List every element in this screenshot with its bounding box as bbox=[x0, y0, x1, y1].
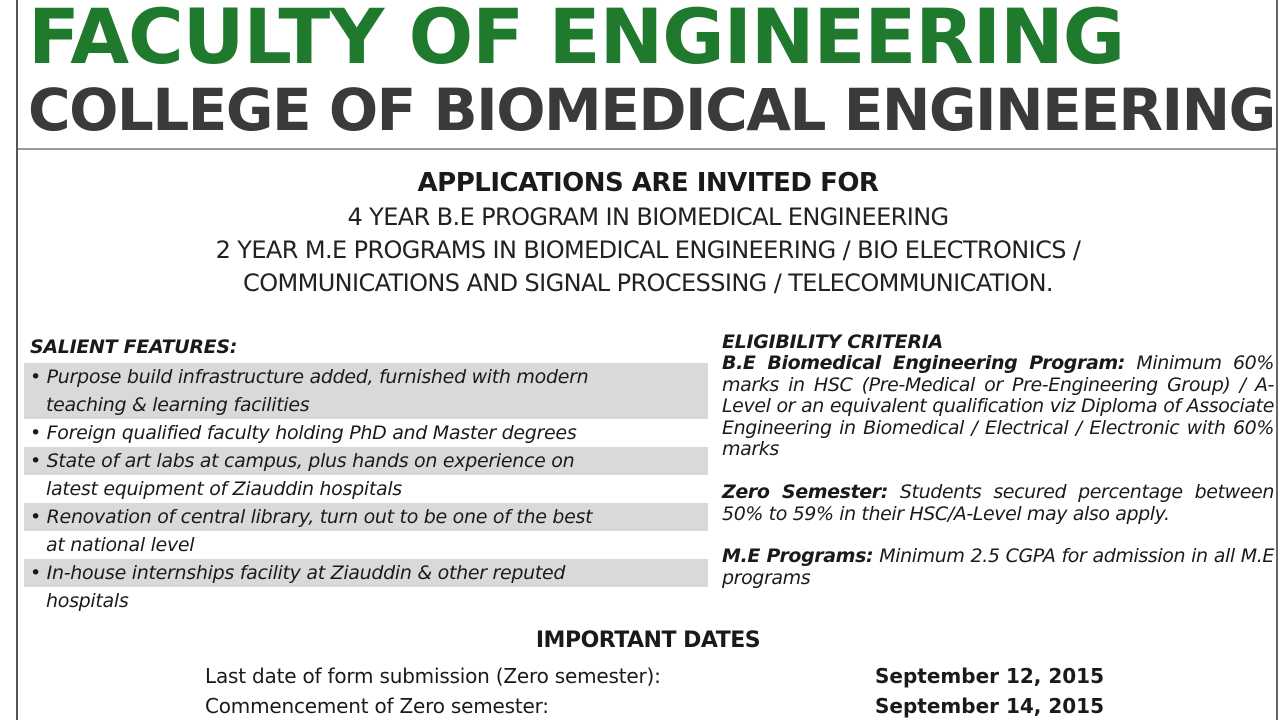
feature-row: • State of art labs at campus, plus hands on experience on bbox=[24, 447, 708, 475]
faculty-title: FACULTY OF ENGINEERING bbox=[28, 0, 1125, 81]
program-line-1: 4 YEAR B.E PROGRAM IN BIOMEDICAL ENGINEERING bbox=[347, 203, 949, 231]
me-criteria-text: Minimum 2.5 CGPA for admission in all M.E programs bbox=[722, 545, 1274, 589]
date-row bbox=[205, 694, 1105, 722]
zero-semester-criteria bbox=[722, 482, 1274, 525]
salient-features-list bbox=[24, 363, 708, 615]
feature-row: latest equipment of Ziauddin hospitals bbox=[46, 478, 402, 500]
be-criteria-label: B.E Biomedical Engineering Program: bbox=[722, 352, 1125, 374]
header-divider bbox=[18, 148, 1276, 150]
me-criteria bbox=[722, 546, 1274, 589]
feature-row: • Renovation of central library, turn out to be one of the best bbox=[24, 503, 708, 531]
feature-row: • Purpose build infrastructure added, furnished with modern bbox=[24, 363, 708, 391]
applications-heading: APPLICATIONS ARE INVITED FOR bbox=[417, 168, 879, 198]
me-criteria-label: M.E Programs: bbox=[722, 545, 874, 568]
college-title: COLLEGE OF BIOMEDICAL ENGINEERING bbox=[28, 76, 1275, 144]
feature-row: at national level bbox=[46, 534, 195, 556]
salient-features-title: SALIENT FEATURES: bbox=[30, 336, 238, 358]
program-line-2: 2 YEAR M.E PROGRAMS IN BIOMEDICAL ENGINEERING / BIO ELECTRONICS / bbox=[215, 236, 1081, 264]
eligibility-criteria bbox=[722, 331, 1274, 589]
be-criteria-text: Minimum 60% marks in HSC (Pre-Medical or Pre-Engineering Group) / A-Level or an equivalent qualification viz Diploma of Associate Engineering in Biomedical / Electrical / Electronic with 60% marks bbox=[722, 352, 1274, 461]
be-criteria bbox=[722, 353, 1274, 461]
eligibility-title: ELIGIBILITY CRITERIA bbox=[722, 331, 943, 353]
date-value: September 12, 2015 bbox=[875, 664, 1105, 688]
date-label: Commencement of Zero semester: bbox=[205, 694, 549, 718]
zero-semester-label: Zero Semester: bbox=[722, 480, 888, 503]
important-dates-heading: IMPORTANT DATES bbox=[535, 628, 761, 653]
feature-row: hospitals bbox=[46, 590, 129, 612]
date-row bbox=[205, 664, 1105, 692]
feature-row: teaching & learning facilities bbox=[24, 391, 708, 419]
program-line-3: COMMUNICATIONS AND SIGNAL PROCESSING / TELECOMMUNICATION. bbox=[243, 269, 1053, 297]
zero-semester-text: Students secured percentage between 50% to 59% in their HSC/A-Level may also apply. bbox=[722, 480, 1274, 525]
date-label: Last date of form submission (Zero semester): bbox=[205, 664, 661, 688]
feature-row: • Foreign qualified faculty holding PhD and Master degrees bbox=[30, 422, 577, 444]
date-value: September 14, 2015 bbox=[875, 694, 1105, 718]
left-border bbox=[16, 0, 18, 720]
feature-row: • In-house internships facility at Ziauddin & other reputed bbox=[24, 559, 708, 587]
